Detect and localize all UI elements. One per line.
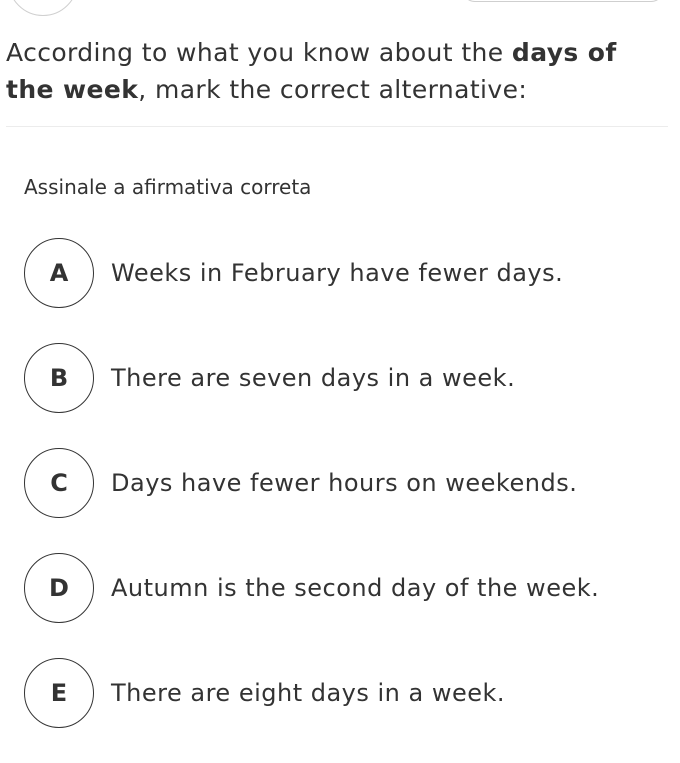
instruction-label: Assinale a afirmativa correta xyxy=(24,175,312,199)
question-text-part2: , mark the correct alternative: xyxy=(138,75,528,104)
option-letter-c[interactable]: C xyxy=(24,448,94,518)
answer-options xyxy=(24,238,674,763)
question-text-part1: According to what you know about the xyxy=(6,38,512,67)
top-pill-button[interactable] xyxy=(462,0,664,2)
option-letter-e[interactable]: E xyxy=(24,658,94,728)
option-text-e[interactable]: There are eight days in a week. xyxy=(111,679,506,707)
option-b[interactable] xyxy=(24,343,674,413)
option-text-a[interactable]: Weeks in February have fewer days. xyxy=(111,259,564,287)
option-d[interactable] xyxy=(24,553,674,623)
question-text-bold: days of the week xyxy=(6,38,617,104)
option-letter-a[interactable]: A xyxy=(24,238,94,308)
option-letter-d[interactable]: D xyxy=(24,553,94,623)
option-letter-b[interactable]: B xyxy=(24,343,94,413)
option-c[interactable] xyxy=(24,448,674,518)
option-text-d[interactable]: Autumn is the second day of the week. xyxy=(111,574,600,602)
question-text xyxy=(6,34,670,108)
option-text-c[interactable]: Days have fewer hours on weekends. xyxy=(111,469,578,497)
option-e[interactable] xyxy=(24,658,674,728)
option-text-b[interactable]: There are seven days in a week. xyxy=(111,364,516,392)
top-avatar-circle xyxy=(8,0,78,16)
divider xyxy=(6,126,668,127)
option-a[interactable] xyxy=(24,238,674,308)
